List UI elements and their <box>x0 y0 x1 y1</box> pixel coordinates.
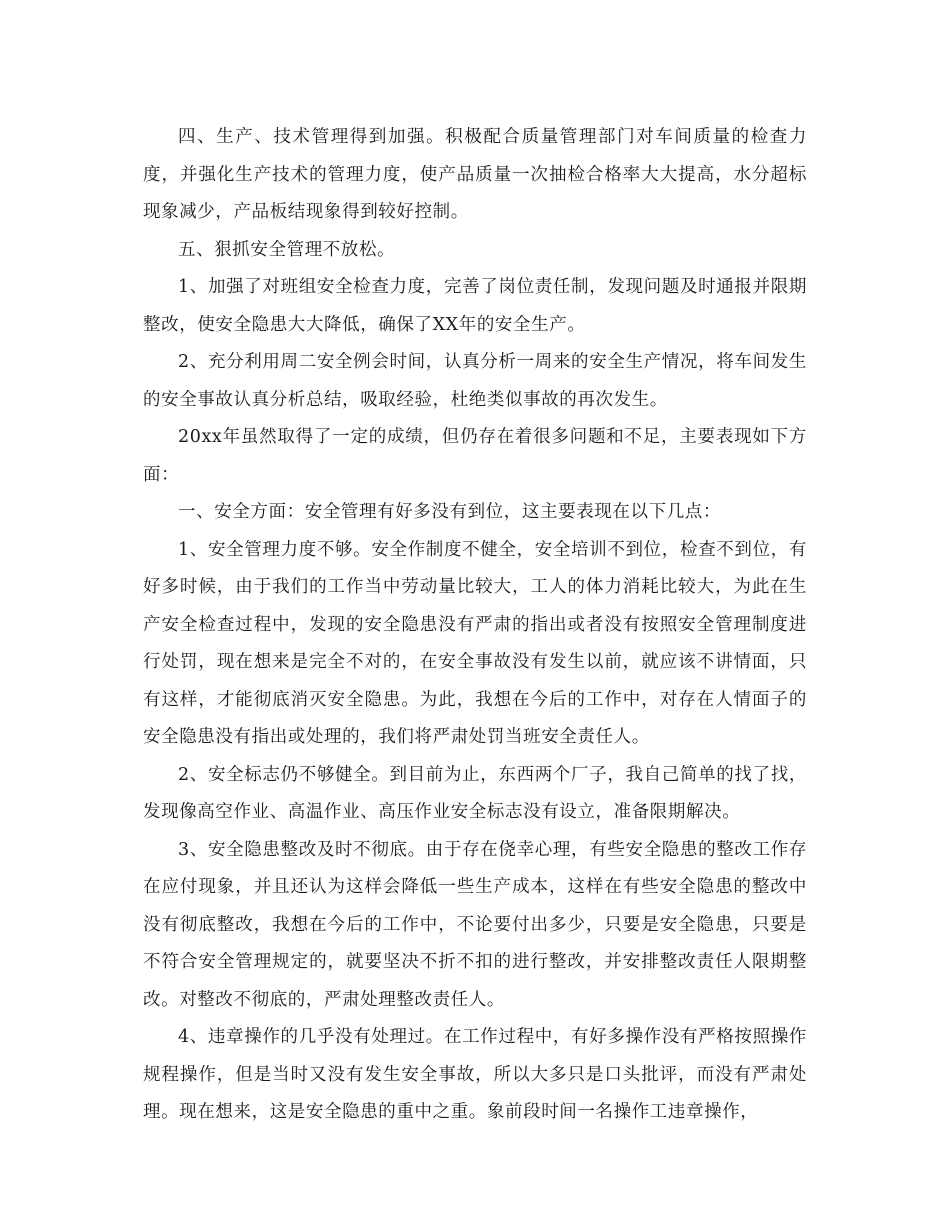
paragraph-safety-item-1: 1、加强了对班组安全检查力度，完善了岗位责任制，发现问题及时通报并限期整改，使安全隐患大大降低，确保了XX年的安全生产。 <box>143 277 807 335</box>
paragraph-shortcomings-intro: 20xx年虽然取得了一定的成绩，但仍存在着很多问题和不足，主要表现如下方面： <box>143 427 807 485</box>
paragraph-issue-3: 3、安全隐患整改及时不彻底。由于存在侥幸心理，有些安全隐患的整改工作存在应付现象，并且还认为这样会降低一些生产成本，这样在有些安全隐患的整改中没有彻底整改，我想在今后的工作中，不论要付出多少，只要是安全隐患，只要是不符合安全管理规定的，就要坚决不折不扣的进行整改，并安排整改责任人限期整改。对整改不彻底的，严肃处理整改责任人。 <box>143 839 807 1010</box>
paragraph-safety-heading: 五、狠抓安全管理不放松。 <box>178 239 396 260</box>
paragraph-issue-1: 1、安全管理力度不够。安全作制度不健全，安全培训不到位，检查不到位，有好多时候，由于我们的工作当中劳动量比较大，工人的体力消耗比较大，为此在生产安全检查过程中，发现的安全隐患没有严肃的指出或者没有按照安全管理制度进行处罚，现在想来是完全不对的，在安全事故没有发生以前，就应该不讲情面，只有这样，才能彻底消灭安全隐患。为此，我想在今后的工作中，对存在人情面子的安全隐患没有指出或处理的，我们将严肃处罚当班安全责任人。 <box>143 539 807 747</box>
paragraph-issue-2: 2、安全标志仍不够健全。到目前为止，东西两个厂子，我自己简单的找了找，发现像高空作业、高温作业、高压作业安全标志没有设立，准备限期解决。 <box>143 764 807 822</box>
paragraph-safety-item-2: 2、充分利用周二安全例会时间，认真分析一周来的安全生产情况，将车间发生的安全事故认真分析总结，吸取经验，杜绝类似事故的再次发生。 <box>143 352 807 410</box>
paragraph-safety-aspect: 一、安全方面：安全管理有好多没有到位，这主要表现在以下几点： <box>178 502 721 522</box>
paragraph-issue-4: 4、违章操作的几乎没有处理过。在工作过程中，有好多操作没有严格按照操作规程操作，但是当时又没有发生安全事故，所以大多只是口头批评，而没有严肃处理。现在想来，这是安全隐患的重中之重。象前段时间一名操作工违章操作， <box>143 1027 807 1122</box>
document-body <box>143 119 807 1132</box>
paragraph-production-management: 四、生产、技术管理得到加强。积极配合质量管理部门对车间质量的检查力度，并强化生产技术的管理力度，使产品质量一次抽检合格率大大提高，水分超标现象减少，产品板结现象得到较好控制。 <box>143 127 807 222</box>
